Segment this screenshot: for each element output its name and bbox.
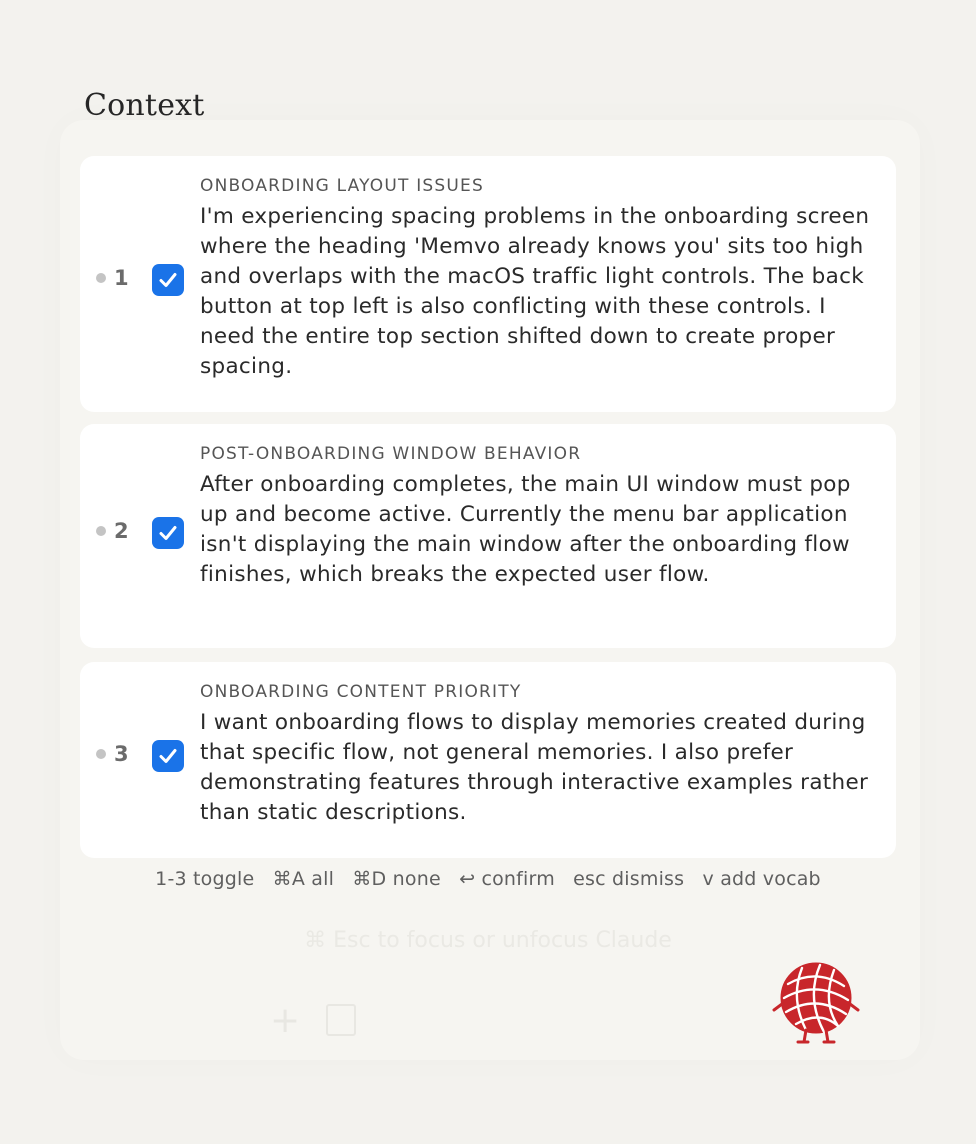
check-icon — [157, 269, 179, 291]
item-body: I want onboarding flows to display memories created during that specific flow, not general memories. I also prefer demonstrating features through interactive examples rather than static descriptions. — [200, 710, 869, 825]
item-checkbox[interactable] — [152, 740, 184, 772]
status-dot — [96, 273, 106, 283]
check-icon — [157, 745, 179, 767]
hint-add-vocab: v add vocab — [702, 868, 821, 890]
hint-toggle: 1-3 toggle — [155, 868, 255, 890]
item-content — [200, 444, 870, 590]
context-item-card[interactable] — [80, 662, 896, 858]
status-dot — [96, 749, 106, 759]
item-checkbox[interactable] — [152, 264, 184, 296]
hint-select-none: ⌘D none — [352, 868, 441, 890]
item-number: 2 — [114, 519, 129, 543]
item-number: 1 — [114, 266, 129, 290]
hint-select-all: ⌘A all — [272, 868, 335, 890]
item-body: After onboarding completes, the main UI window must pop up and become active. Currently the menu bar application isn't displaying the main window after the onboarding flow finishes, which breaks the expected user flow. — [200, 472, 851, 587]
item-heading: ONBOARDING LAYOUT ISSUES — [200, 176, 484, 196]
hint-dismiss: esc dismiss — [573, 868, 685, 890]
item-checkbox[interactable] — [152, 517, 184, 549]
context-item-card[interactable] — [80, 156, 896, 412]
item-content — [200, 176, 870, 382]
faded-box-icon — [326, 1004, 356, 1036]
panel-title: Context — [84, 88, 205, 123]
item-number: 3 — [114, 742, 129, 766]
faded-background-hint: ⌘ Esc to focus or unfocus Claude — [304, 928, 672, 953]
item-index — [96, 266, 129, 290]
context-item-card[interactable] — [80, 424, 896, 648]
item-heading: ONBOARDING CONTENT PRIORITY — [200, 682, 522, 702]
keyboard-hints — [0, 868, 976, 890]
faded-plus-icon: + — [270, 1000, 301, 1041]
item-body: I'm experiencing spacing problems in the onboarding screen where the heading 'Memvo already knows you' sits too high and overlaps with the macOS traffic light controls. The back button at top left is also conflicting with these controls. I need the entire top section shifted down to create proper spacing. — [200, 204, 870, 379]
item-heading: POST-ONBOARDING WINDOW BEHAVIOR — [200, 444, 582, 464]
item-content — [200, 682, 870, 828]
hint-confirm: ↩ confirm — [459, 868, 555, 890]
check-icon — [157, 522, 179, 544]
yarn-ball-mascot-icon — [772, 958, 860, 1048]
item-index — [96, 742, 129, 766]
status-dot — [96, 526, 106, 536]
item-index — [96, 519, 129, 543]
